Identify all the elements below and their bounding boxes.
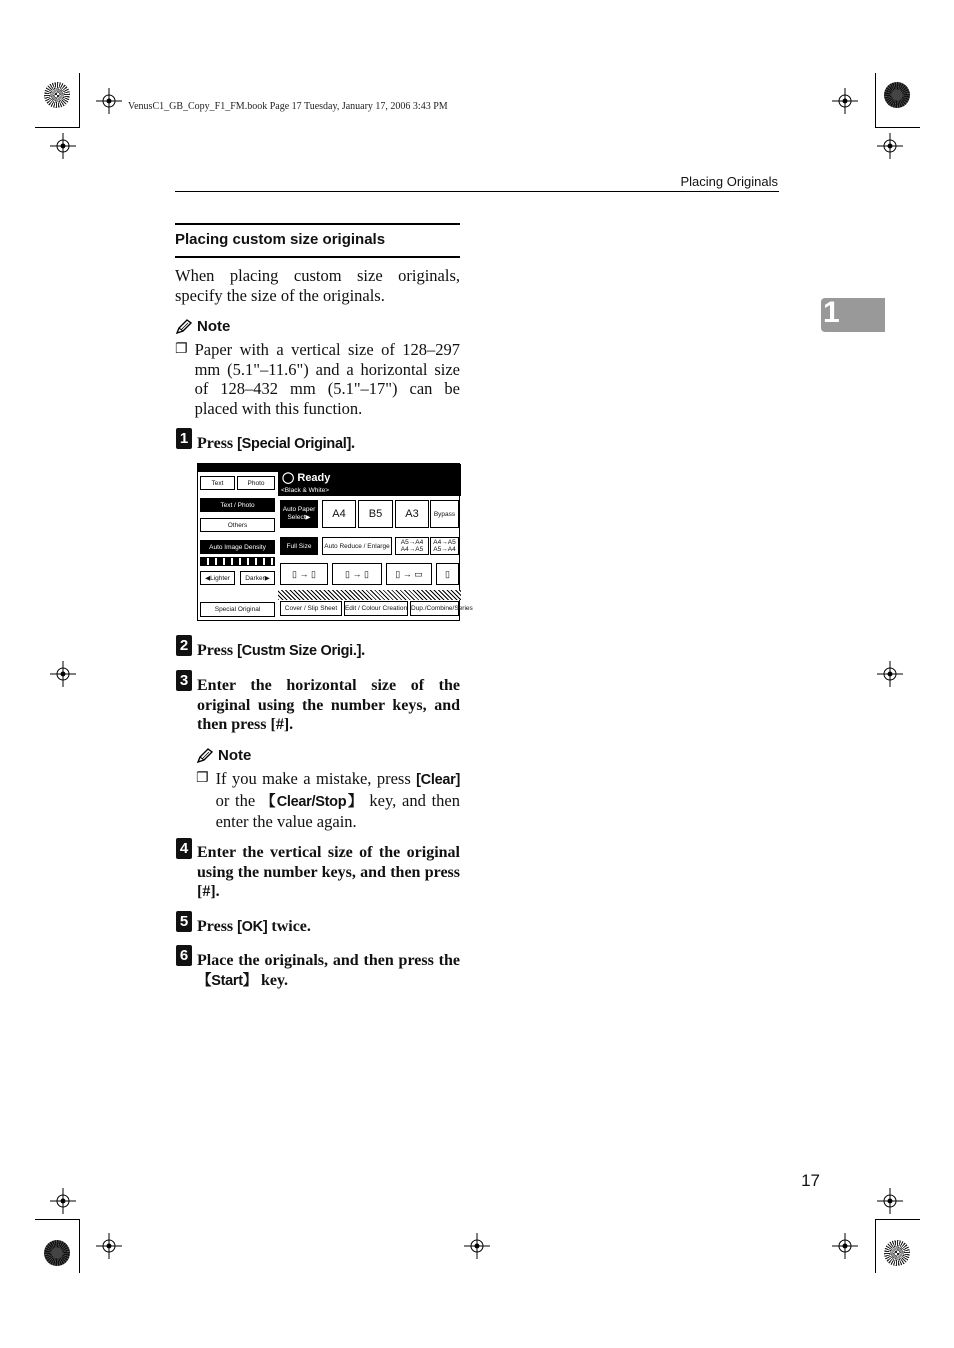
tray-3-button[interactable]: A3: [395, 500, 429, 528]
key-label: [Special Original]: [237, 436, 351, 452]
step-text: Enter the vertical size of the original using the number keys, and then press [#].: [197, 844, 460, 901]
note-item-text: If you make a mistake, press [Clear] or the 【Clear/Stop】 key, and then enter the value again.: [215, 769, 460, 832]
auto-reduce-enlarge-button[interactable]: Auto Reduce / Enlarge: [322, 537, 392, 555]
color-rosette-icon: [884, 1240, 910, 1266]
key-label: [Clear]: [416, 772, 460, 788]
key-label: 【Start】: [197, 972, 257, 989]
trim-mark: [79, 73, 80, 127]
key-label: [OK]: [237, 919, 268, 935]
registration-mark-icon: [50, 1188, 76, 1214]
ratio-preset-1-button[interactable]: A5→A4 A4→A5: [395, 537, 429, 555]
edit-colour-creation-tab[interactable]: Edit / Colour Creation: [344, 601, 408, 616]
checkbox-bullet-icon: ❐: [196, 770, 209, 786]
note-item-text: Paper with a vertical size of 128–297 mm (5.1"–11.6") and a horizontal size of 128–432 mm (5.1"–17") can be placed with this function.: [194, 340, 460, 418]
color-rosette-icon: [44, 82, 70, 108]
note-heading: [175, 318, 230, 335]
cover-slip-sheet-tab[interactable]: Cover / Slip Sheet: [280, 601, 342, 616]
page-number: 17: [801, 1171, 820, 1190]
trim-mark: [875, 73, 876, 127]
series-icon[interactable]: ▯: [436, 563, 459, 585]
step-text: Enter the horizontal size of the original using the number keys, and then press [#].: [197, 677, 460, 734]
registration-mark-icon: [50, 133, 76, 159]
step-number: 6: [176, 945, 192, 966]
step-text: Press [OK] twice.: [197, 918, 311, 935]
registration-mark-icon: [464, 1233, 490, 1259]
density-scale: [200, 557, 275, 566]
auto-paper-select-button[interactable]: Auto Paper Select▶: [280, 500, 318, 528]
auto-image-density-button[interactable]: Auto Image Density: [200, 540, 275, 554]
trim-mark: [35, 1219, 80, 1220]
key-label: [Custm Size Origi.]: [237, 643, 362, 659]
photo-mode-button[interactable]: Photo: [237, 476, 275, 490]
trim-mark: [875, 1219, 920, 1220]
special-original-button[interactable]: Special Original: [200, 602, 275, 617]
checkbox-bullet-icon: ❐: [175, 341, 188, 357]
lighter-button[interactable]: ◀ Lighter: [200, 571, 235, 585]
note-item: [196, 769, 460, 832]
note-label: Note: [218, 747, 252, 764]
pencil-icon: [196, 748, 214, 764]
note-heading: [196, 747, 251, 764]
registration-mark-icon: [832, 1233, 858, 1259]
text-photo-mode-button[interactable]: Text / Photo: [200, 498, 275, 512]
ratio-preset-2-button[interactable]: A4→A5 A5→A4: [430, 537, 459, 555]
header-rule: [175, 191, 779, 192]
trim-mark: [875, 1219, 876, 1273]
step-text: Press [Custm Size Origi.].: [197, 642, 366, 659]
running-header: Placing Originals: [680, 174, 778, 189]
tray-1-button[interactable]: A4: [322, 500, 356, 528]
print-info: VenusC1_GB_Copy_F1_FM.book Page 17 Tuesday, January 17, 2006 3:43 PM: [128, 101, 448, 112]
bypass-button[interactable]: Bypass: [430, 500, 459, 528]
registration-mark-icon: [877, 133, 903, 159]
dup-combine-series-tab[interactable]: Dup./Combine/Series: [410, 601, 459, 616]
status-text: ◯ Ready: [282, 472, 331, 484]
intro-paragraph: When placing custom size originals, specify the size of the originals.: [175, 266, 460, 305]
trim-mark: [875, 127, 920, 128]
combine-icon[interactable]: ▯ → ▭: [386, 563, 432, 585]
step-number: 1: [176, 428, 192, 449]
trim-mark: [79, 1219, 80, 1273]
registration-mark-icon: [877, 661, 903, 687]
key-label: 【Clear/Stop】: [260, 793, 364, 810]
section-rule: [175, 223, 460, 225]
registration-mark-icon: [832, 88, 858, 114]
text-mode-button[interactable]: Text: [200, 476, 235, 490]
step-text: Press [Special Original].: [197, 435, 355, 452]
color-mode-text: <Black & White>: [281, 487, 330, 494]
duplex-2-2-icon[interactable]: ▯ → ▯: [332, 563, 382, 585]
chapter-number: 1: [823, 296, 840, 329]
step-number: 2: [176, 635, 192, 656]
others-mode-button[interactable]: Others: [200, 518, 275, 532]
tray-2-button[interactable]: B5: [358, 500, 393, 528]
darker-button[interactable]: Darker ▶: [240, 571, 275, 585]
note-item: [175, 340, 460, 418]
registration-mark-icon: [877, 1188, 903, 1214]
step-text: Place the originals, and then press the 【Start】 key.: [197, 952, 460, 989]
section-title: Placing custom size originals: [175, 231, 386, 248]
note-label: Note: [197, 318, 231, 335]
registration-mark-icon: [50, 661, 76, 687]
color-rosette-icon: [884, 82, 910, 108]
duplex-1-2-icon[interactable]: ▯ → ▯: [280, 563, 328, 585]
control-panel-screen: [197, 463, 473, 621]
step-number: 4: [176, 838, 192, 859]
step-number: 3: [176, 670, 192, 691]
pencil-icon: [175, 319, 193, 335]
color-rosette-icon: [44, 1240, 70, 1266]
step-number: 5: [176, 911, 192, 932]
trim-mark: [35, 127, 80, 128]
section-rule: [175, 256, 460, 258]
full-size-button[interactable]: Full Size: [280, 537, 318, 555]
registration-mark-icon: [96, 88, 122, 114]
registration-mark-icon: [96, 1233, 122, 1259]
